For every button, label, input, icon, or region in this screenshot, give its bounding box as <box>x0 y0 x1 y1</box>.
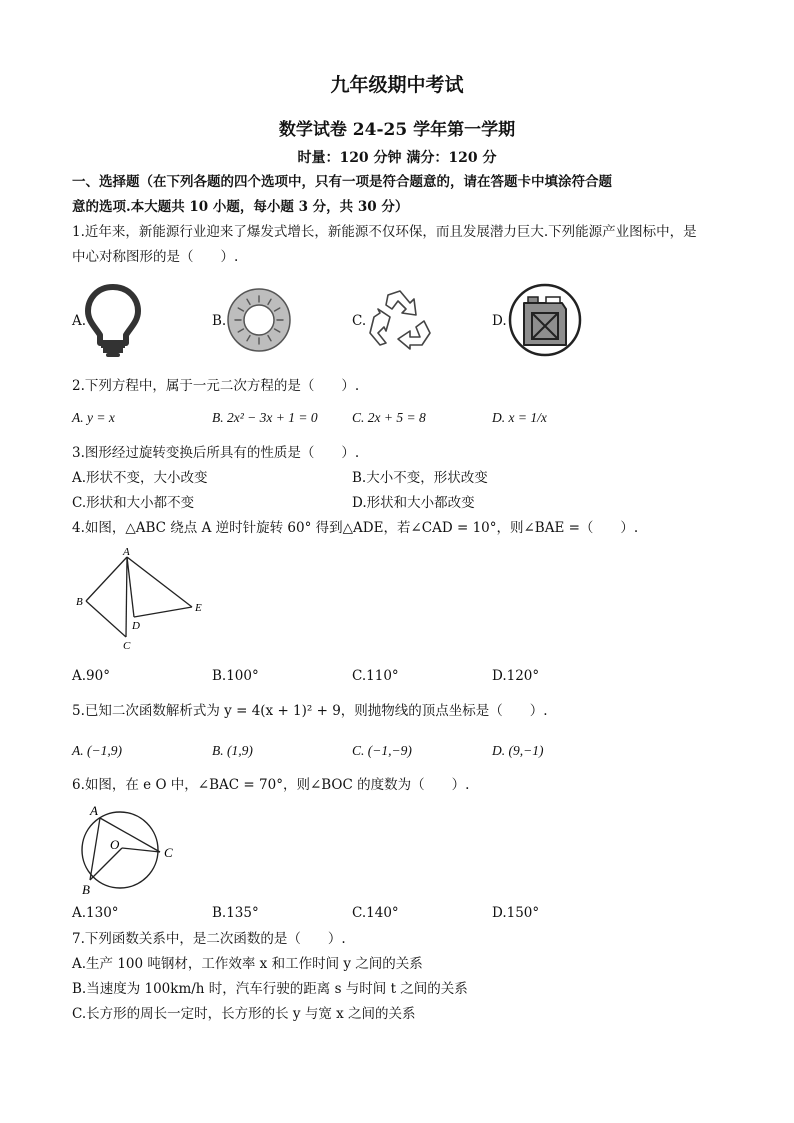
q6-option-c: C.140° <box>352 905 399 921</box>
q3-option-c: C.形状和大小都不变 <box>72 495 195 511</box>
q1-stem-line2: 中心对称图形的是（ ）. <box>72 249 239 265</box>
q4-label-e: E <box>195 602 202 614</box>
q3-stem: 3.图形经过旋转变换后所具有的性质是（ ）. <box>72 445 360 461</box>
q1-option-a-label: A. <box>72 313 87 329</box>
q7-option-a: A.生产 100 吨钢材，工作效率 x 和工作时间 y 之间的关系 <box>72 956 423 972</box>
section-heading-line1: 一、选择题（在下列各题的四个选项中，只有一项是符合题意的，请在答题卡中填涂符合题 <box>72 174 612 190</box>
lightbulb-icon <box>84 283 142 359</box>
q5-option-c: C. (−1,−9) <box>352 743 412 758</box>
q6-stem: 6.如图，在 e O 中，∠BAC = 70°，则∠BOC 的度数为（ ）. <box>72 777 470 793</box>
exam-meta: 时量：120 分钟 满分：120 分 <box>297 150 497 166</box>
exam-subtitle: 数学试卷 24-25 学年第一学期 <box>278 120 516 140</box>
q2-option-b: B. 2x² − 3x + 1 = 0 <box>212 410 318 425</box>
q4-option-d: D.120° <box>492 668 540 684</box>
q1-stem-line1: 1.近年来，新能源行业迎来了爆发式增长，新能源不仅环保，而且发展潜力巨大.下列能源产业图标中，是 <box>72 224 697 240</box>
q6-label-c: C <box>164 845 173 860</box>
q4-triangle-figure <box>72 545 212 653</box>
q3-option-a: A.形状不变，大小改变 <box>72 470 208 486</box>
q6-label-b: B <box>82 882 90 897</box>
q4-stem: 4.如图，△ABC 绕点 A 逆时针旋转 60° 得到△ADE，若∠CAD = 10°，则∠BAE =（ ）. <box>72 520 639 536</box>
fuel-can-icon <box>508 283 582 357</box>
q6-circle-figure <box>76 800 186 898</box>
q6-option-d: D.150° <box>492 905 540 921</box>
exam-title: 九年级期中考试 <box>330 74 464 96</box>
q7-option-c: C.长方形的周长一定时，长方形的长 y 与宽 x 之间的关系 <box>72 1006 416 1022</box>
q1-option-c-label: C. <box>352 313 367 329</box>
q2-stem: 2.下列方程中，属于一元二次方程的是（ ）. <box>72 378 360 394</box>
sun-ring-icon <box>226 287 292 353</box>
recycle-icon <box>366 287 436 353</box>
section-heading-line2: 意的选项.本大题共 10 小题，每小题 3 分，共 30 分） <box>72 199 409 215</box>
q7-stem: 7.下列函数关系中，是二次函数的是（ ）. <box>72 931 346 947</box>
q4-label-a: A <box>123 546 130 558</box>
q2-option-d: D. x = 1/x <box>492 410 547 425</box>
q4-label-b: B <box>76 596 83 608</box>
q6-label-o: O <box>110 837 120 852</box>
q6-label-a: A <box>90 803 98 818</box>
q5-option-a: A. (−1,9) <box>72 743 122 758</box>
q6-option-a: A.130° <box>72 905 119 921</box>
q7-option-b: B.当速度为 100km/h 时，汽车行驶的距离 s 与时间 t 之间的关系 <box>72 981 468 997</box>
q3-option-b: B.大小不变，形状改变 <box>352 470 488 486</box>
q3-option-d: D.形状和大小都改变 <box>352 495 475 511</box>
q2-option-c: C. 2x + 5 = 8 <box>352 410 426 425</box>
q4-option-c: C.110° <box>352 668 399 684</box>
q5-option-b: B. (1,9) <box>212 743 253 758</box>
q4-label-c: C <box>123 640 131 652</box>
q5-stem: 5.已知二次函数解析式为 y = 4(x + 1)² + 9，则抛物线的顶点坐标是（ ）. <box>72 703 548 719</box>
q4-label-d: D <box>132 620 140 632</box>
q5-option-d: D. (9,−1) <box>492 743 544 758</box>
q1-option-b-label: B. <box>212 313 227 329</box>
q4-option-a: A.90° <box>72 668 110 684</box>
q4-option-b: B.100° <box>212 668 259 684</box>
q2-option-a: A. y = x <box>72 410 115 425</box>
q1-option-d-label: D. <box>492 313 507 329</box>
q6-option-b: B.135° <box>212 905 259 921</box>
